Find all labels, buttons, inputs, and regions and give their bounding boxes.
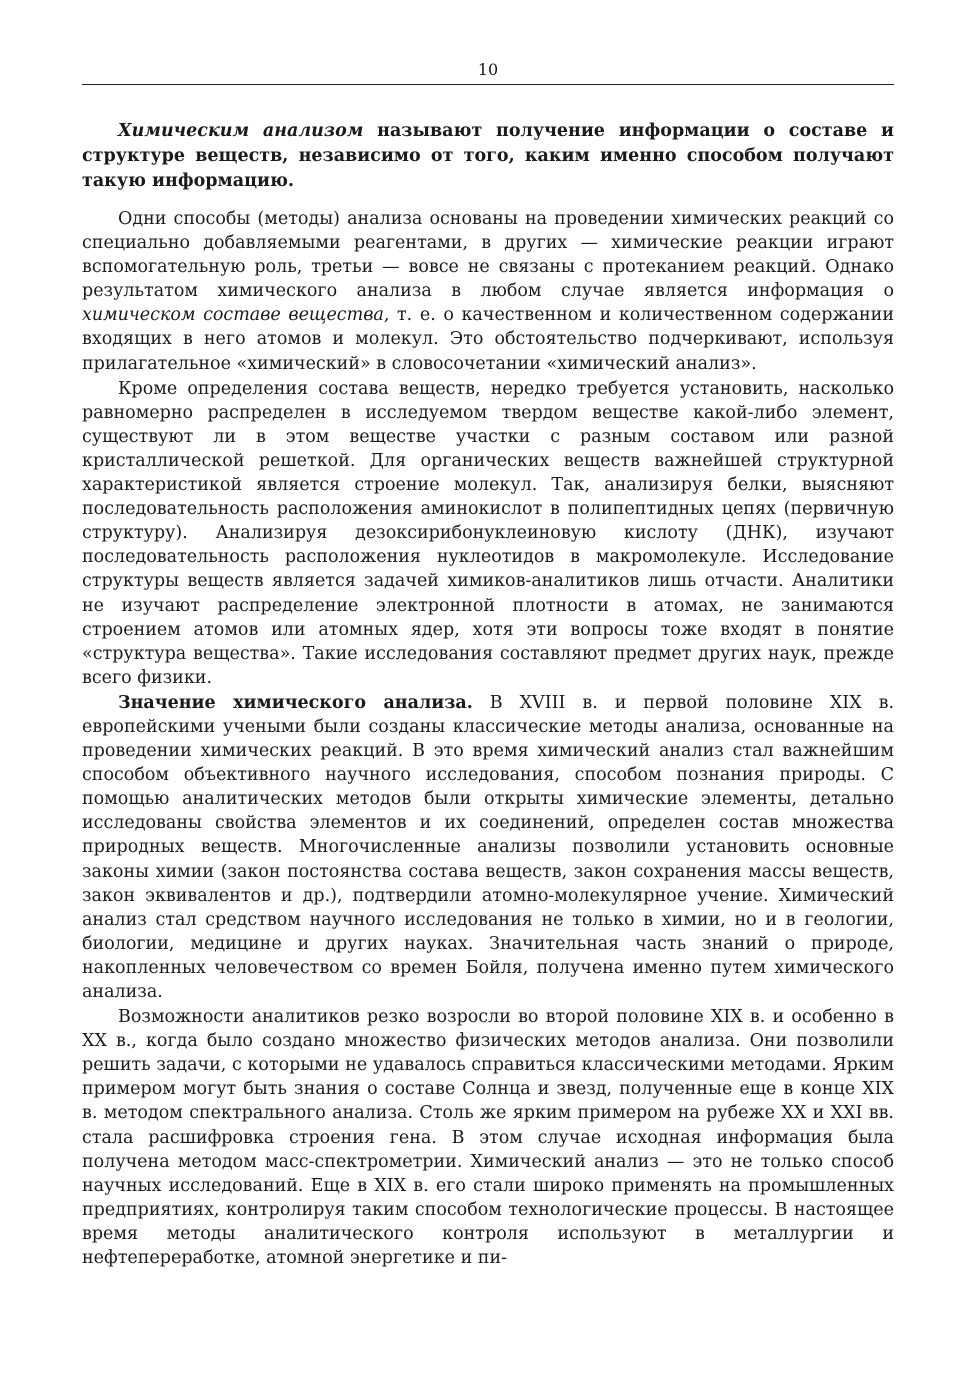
paragraph-methods — [82, 207, 894, 376]
paragraph-significance-text: В XVIII в. и первой половине XIX в. европейскими учеными были созданы классические методы анализа, основанные на проведении химических реакций. В это время химический анализ стал важнейшим способом объективного научного исследования, способом познания природы. С помощью аналитических методов были открыты химические элементы, детально исследованы свойства элементов и их соединений, определен состав множества природных веществ. Многочисленные анализы позволили установить основные законы химии (закон постоянства состава веществ, закон сохранения массы веществ, закон эквивалентов и др.), подтвердили атомно-молекулярное учение. Химический анализ стал средством научного исследования не только в химии, но и в геологии, биологии, медицине и других науках. Значительная часть знаний о природе, накопленных человечеством со времен Бойля, получена именно путем химического анализа. — [82, 692, 895, 1002]
page-number: 10 — [477, 60, 499, 79]
definition-paragraph — [82, 119, 894, 194]
document-page — [82, 58, 894, 1270]
paragraph-methods-after: , т. е. о качественном и количественном содержании входящих в него атомов и молекул. Это обстоятельство подчеркивают, используя прилагательное «химический» в словосочетании «химический анализ». — [82, 305, 894, 374]
section-runin-heading: Значение химического анализа. — [118, 692, 473, 713]
paragraph-methods-emphasis: химическом составе вещества — [82, 305, 384, 326]
paragraph-significance — [82, 691, 894, 1004]
body-text — [82, 207, 894, 1270]
definition-text: называют получение информации о составе и структуре веществ, независимо от того, каким именно способом получают такую информацию. — [82, 121, 895, 191]
paragraph-modern-methods: Возможности аналитиков резко возросли во второй половине XIX в. и особенно в XX в., когда было создано множество физических методов анализа. Они позволили решить задачи, с которыми не удавалось справиться классическими методами. Ярким примером могут быть знания о составе Солнца и звезд, полученные еще в конце XIX в. методом спектрального анализа. Столь же ярким примером на рубеже XX и XXI вв. стала расшифровка строения гена. В этом случае исходная информация была получена методом масс-спектрометрии. Химический анализ — это не только способ научных исследований. Еще в XIX в. его стали широко применять на промышленных предприятиях, контролируя таким способом технологические процессы. В настоящее время методы аналитического контроля используют в металлургии и нефтепереработке, атомной энергетике и пи- — [82, 1007, 894, 1269]
paragraph-methods-before: Одни способы (методы) анализа основаны на проведении химических реакций со специально добавляемыми реагентами, в других — химические реакции играют вспомогательную роль, третьи — вовсе не связаны с протеканием реакций. Однако результатом химического анализа в любом случае является информация о — [82, 209, 894, 302]
definition-term: Химическим анализом — [118, 121, 364, 141]
paragraph-structure: Кроме определения состава веществ, нередко требуется установить, насколько равномерно распределен в исследуемом твердом веществе какой-либо элемент, существуют ли в этом веществе участки с разным составом или разной кристаллической решеткой. Для органических веществ важнейшей структурной характеристикой является строение молекул. Так, анализируя белки, выясняют последовательность расположения аминокислот в полипептидных цепях (первичную структуру). Анализируя дезоксирибонуклеиновую кислоту (ДНК), изучают последовательность расположения нуклеотидов в макромолекуле. Исследование структуры веществ является задачей химиков-аналитиков лишь отчасти. Аналитики не изучают распределение электронной плотности в атомах, не занимаются строением атомов или атомных ядер, хотя эти вопросы тоже входят в понятие «структура вещества». Такие исследования составляют предмет других наук, прежде всего физики. — [82, 378, 894, 688]
header-rule — [82, 84, 894, 85]
